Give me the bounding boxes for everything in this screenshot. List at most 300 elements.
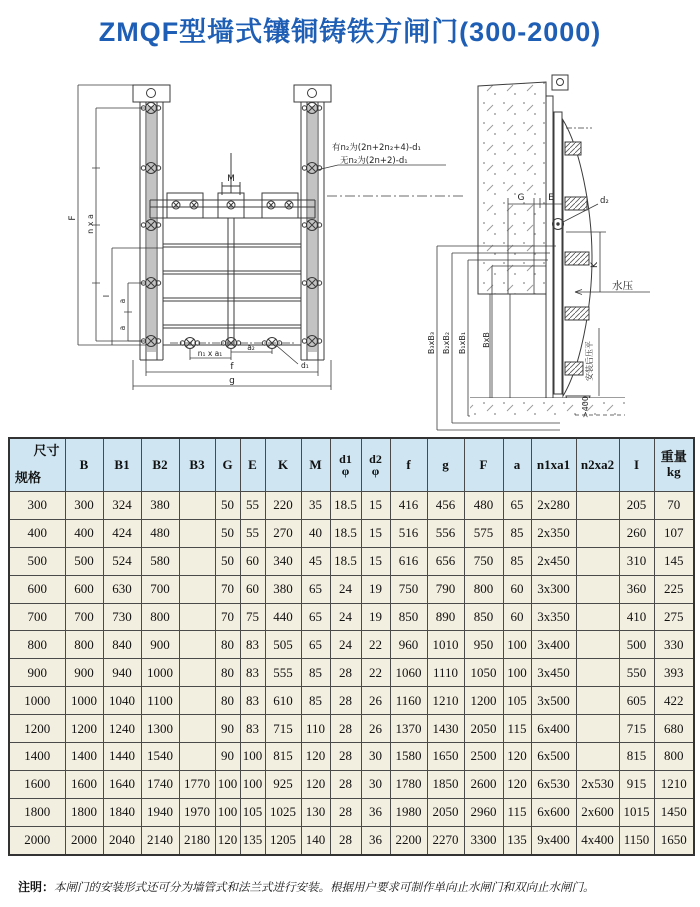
table-cell: 575: [464, 519, 503, 547]
table-cell: 105: [240, 798, 265, 826]
table-cell: 22: [361, 631, 390, 659]
dim-label-a2: a₂: [247, 343, 255, 352]
spec-table-body: [9, 492, 694, 855]
col-header-M: M: [301, 438, 330, 492]
table-cell: 850: [464, 603, 503, 631]
annotation-with-n2: 有n₂为(2n+2n₂+4)-d₁: [332, 143, 421, 153]
table-row: [9, 798, 694, 826]
table-cell: 1150: [619, 826, 654, 854]
row-size-cell: 300: [9, 492, 65, 520]
table-cell: 28: [330, 715, 361, 743]
table-cell: 55: [240, 492, 265, 520]
table-cell: 65: [301, 575, 330, 603]
row-size-cell: 700: [9, 603, 65, 631]
col-header-weight: 重量kg: [654, 438, 694, 492]
table-cell: 60: [240, 575, 265, 603]
technical-drawing: [0, 58, 700, 434]
col-header-G: G: [215, 438, 240, 492]
table-cell: 70: [215, 603, 240, 631]
corner-label-spec: 规格: [15, 470, 42, 486]
table-cell: 28: [330, 659, 361, 687]
table-cell: 1010: [427, 631, 464, 659]
table-cell: 70: [215, 575, 240, 603]
row-size-cell: 600: [9, 575, 65, 603]
table-cell: 1600: [65, 770, 103, 798]
table-cell: 15: [361, 492, 390, 520]
dim-label-b2xb2: B₂xB₂: [442, 331, 451, 355]
row-size-cell: 2000: [9, 826, 65, 854]
table-cell: [179, 492, 215, 520]
table-cell: 1430: [427, 715, 464, 743]
table-cell: 50: [215, 547, 240, 575]
table-cell: 410: [619, 603, 654, 631]
dim-label-b3xb3: B₃xB₃: [427, 331, 436, 355]
table-cell: [576, 743, 619, 771]
table-cell: 100: [215, 798, 240, 826]
table-cell: 300: [65, 492, 103, 520]
table-cell: [576, 575, 619, 603]
table-cell: 750: [390, 575, 427, 603]
table-cell: 2x530: [576, 770, 619, 798]
table-cell: 925: [265, 770, 301, 798]
table-cell: 220: [265, 492, 301, 520]
table-cell: 120: [503, 770, 531, 798]
table-cell: 900: [141, 631, 179, 659]
table-cell: 24: [330, 575, 361, 603]
table-cell: 750: [464, 547, 503, 575]
table-cell: 1040: [103, 687, 141, 715]
row-size-cell: 1000: [9, 687, 65, 715]
col-header-E: E: [240, 438, 265, 492]
table-cell: 800: [141, 603, 179, 631]
dim-label-f: f: [230, 362, 234, 372]
table-cell: 19: [361, 575, 390, 603]
table-cell: 110: [301, 715, 330, 743]
table-cell: 50: [215, 519, 240, 547]
table-cell: 380: [141, 492, 179, 520]
col-header-a: a: [503, 438, 531, 492]
table-cell: 100: [503, 659, 531, 687]
table-cell: 550: [619, 659, 654, 687]
corner-header-cell: [9, 438, 65, 492]
table-cell: 2x600: [576, 798, 619, 826]
table-cell: 115: [503, 715, 531, 743]
table-cell: 65: [301, 631, 330, 659]
table-cell: 26: [361, 715, 390, 743]
table-cell: 28: [330, 743, 361, 771]
dim-label-I: I: [102, 294, 111, 298]
table-cell: 456: [427, 492, 464, 520]
dim-label-G: G: [517, 193, 525, 203]
table-cell: 40: [301, 519, 330, 547]
table-cell: 2270: [427, 826, 464, 854]
spec-table-header: [9, 438, 694, 492]
table-cell: 1050: [464, 659, 503, 687]
table-cell: [576, 603, 619, 631]
table-row: [9, 687, 694, 715]
table-row: [9, 631, 694, 659]
col-header-B2: B2: [141, 438, 179, 492]
table-cell: 680: [654, 715, 694, 743]
table-cell: 915: [619, 770, 654, 798]
table-cell: 83: [240, 659, 265, 687]
table-cell: [576, 687, 619, 715]
table-row: [9, 826, 694, 854]
table-cell: 107: [654, 519, 694, 547]
table-cell: 65: [301, 603, 330, 631]
table-cell: 700: [65, 603, 103, 631]
table-cell: 1580: [390, 743, 427, 771]
table-cell: 600: [65, 575, 103, 603]
table-cell: 83: [240, 687, 265, 715]
table-cell: 3x450: [531, 659, 576, 687]
table-cell: [179, 603, 215, 631]
table-cell: 36: [361, 798, 390, 826]
table-cell: 130: [301, 798, 330, 826]
table-cell: 2180: [179, 826, 215, 854]
row-size-cell: 1600: [9, 770, 65, 798]
table-cell: 28: [330, 770, 361, 798]
table-cell: 50: [215, 492, 240, 520]
table-cell: 790: [427, 575, 464, 603]
concrete-wall: [478, 82, 546, 294]
col-header-g: g: [427, 438, 464, 492]
col-header-F: F: [464, 438, 503, 492]
table-row: [9, 547, 694, 575]
table-cell: 90: [215, 715, 240, 743]
table-cell: 80: [215, 659, 240, 687]
table-cell: 2140: [141, 826, 179, 854]
table-cell: 1840: [103, 798, 141, 826]
dim-label-nxa: n x a: [86, 214, 95, 234]
col-header-f: f: [390, 438, 427, 492]
table-row: [9, 575, 694, 603]
table-cell: 22: [361, 659, 390, 687]
table-cell: 2500: [464, 743, 503, 771]
table-cell: 900: [65, 659, 103, 687]
table-cell: 480: [141, 519, 179, 547]
table-cell: [179, 659, 215, 687]
floor: [470, 328, 625, 418]
row-size-cell: 500: [9, 547, 65, 575]
table-cell: 500: [65, 547, 103, 575]
table-cell: 3x400: [531, 631, 576, 659]
table-cell: 1240: [103, 715, 141, 743]
col-header-B1: B1: [103, 438, 141, 492]
table-cell: 1980: [390, 798, 427, 826]
table-cell: 19: [361, 603, 390, 631]
table-cell: 70: [654, 492, 694, 520]
table-cell: 28: [330, 687, 361, 715]
col-header-d1: d1 φ: [330, 438, 361, 492]
row-size-cell: 800: [9, 631, 65, 659]
table-cell: 2000: [65, 826, 103, 854]
page-title: ZMQF型墙式镶铜铸铁方闸门(300-2000): [98, 17, 602, 47]
table-cell: 1650: [654, 826, 694, 854]
table-cell: 324: [103, 492, 141, 520]
table-cell: [576, 715, 619, 743]
table-cell: 1100: [141, 687, 179, 715]
table-cell: 500: [619, 631, 654, 659]
table-cell: 120: [301, 770, 330, 798]
table-cell: [179, 547, 215, 575]
table-cell: 1300: [141, 715, 179, 743]
table-cell: 28: [330, 798, 361, 826]
top-lugs: [133, 85, 331, 102]
table-cell: 24: [330, 603, 361, 631]
dim-label-bxb: BxB: [482, 332, 491, 348]
table-cell: 100: [503, 631, 531, 659]
table-row: [9, 603, 694, 631]
table-cell: 2x450: [531, 547, 576, 575]
install-note-label: 安装后压平: [585, 341, 594, 381]
table-cell: 360: [619, 575, 654, 603]
table-cell: 80: [215, 687, 240, 715]
table-cell: 1650: [427, 743, 464, 771]
table-cell: 135: [240, 826, 265, 854]
table-cell: 1850: [427, 770, 464, 798]
table-cell: 1200: [464, 687, 503, 715]
table-cell: 1970: [179, 798, 215, 826]
dim-label-m: M: [227, 174, 235, 184]
table-cell: 1000: [141, 659, 179, 687]
table-cell: 310: [619, 547, 654, 575]
table-cell: 270: [265, 519, 301, 547]
row-size-cell: 1200: [9, 715, 65, 743]
table-cell: 1370: [390, 715, 427, 743]
table-cell: 2x280: [531, 492, 576, 520]
table-cell: 6x500: [531, 743, 576, 771]
table-cell: 3300: [464, 826, 503, 854]
table-cell: 340: [265, 547, 301, 575]
table-cell: 516: [390, 519, 427, 547]
table-cell: 850: [390, 603, 427, 631]
note-label: 注明：: [18, 880, 55, 894]
table-cell: 605: [619, 687, 654, 715]
table-cell: 800: [464, 575, 503, 603]
table-cell: 83: [240, 715, 265, 743]
table-cell: 275: [654, 603, 694, 631]
dim-label-K: K: [590, 262, 600, 268]
table-cell: 1060: [390, 659, 427, 687]
table-cell: 85: [301, 659, 330, 687]
table-cell: 55: [240, 519, 265, 547]
dim-label-E: E: [548, 193, 554, 203]
table-cell: 715: [265, 715, 301, 743]
table-cell: 422: [654, 687, 694, 715]
table-cell: 2200: [390, 826, 427, 854]
table-cell: 815: [619, 743, 654, 771]
table-cell: 1205: [265, 826, 301, 854]
table-cell: 1210: [427, 687, 464, 715]
table-cell: 35: [301, 492, 330, 520]
table-cell: 1440: [103, 743, 141, 771]
table-cell: 1110: [427, 659, 464, 687]
table-cell: 4x400: [576, 826, 619, 854]
table-cell: 120: [215, 826, 240, 854]
table-cell: [179, 519, 215, 547]
table-cell: 656: [427, 547, 464, 575]
water-pressure-label: 水压: [612, 280, 633, 292]
table-cell: 1000: [65, 687, 103, 715]
table-cell: 3x350: [531, 603, 576, 631]
table-cell: 2050: [427, 798, 464, 826]
table-cell: 18.5: [330, 547, 361, 575]
table-cell: 700: [141, 575, 179, 603]
table-cell: 1740: [141, 770, 179, 798]
table-cell: 1025: [265, 798, 301, 826]
rail-bolts: [141, 103, 321, 347]
col-header-B: B: [65, 438, 103, 492]
note-text: 本闸门的安装形式还可分为墙管式和法兰式进行安装。根据用户要求可制作单向止水闸门和双向止水闸门。: [54, 882, 595, 894]
table-cell: 950: [464, 631, 503, 659]
table-cell: [576, 631, 619, 659]
table-cell: 1160: [390, 687, 427, 715]
table-cell: 205: [619, 492, 654, 520]
table-cell: 815: [265, 743, 301, 771]
table-cell: 60: [503, 603, 531, 631]
row-size-cell: 900: [9, 659, 65, 687]
table-row: [9, 743, 694, 771]
table-cell: 1200: [65, 715, 103, 743]
table-cell: [179, 687, 215, 715]
table-cell: 480: [464, 492, 503, 520]
table-cell: 1400: [65, 743, 103, 771]
table-cell: 555: [265, 659, 301, 687]
table-cell: 30: [361, 770, 390, 798]
table-cell: [576, 659, 619, 687]
table-cell: 140: [301, 826, 330, 854]
table-cell: 616: [390, 547, 427, 575]
table-cell: [576, 492, 619, 520]
dim-label-a-upper: a: [118, 298, 127, 304]
table-cell: 1800: [65, 798, 103, 826]
table-cell: 85: [503, 547, 531, 575]
gate-frame-plates: [546, 75, 568, 402]
table-cell: 940: [103, 659, 141, 687]
table-cell: 65: [503, 492, 531, 520]
table-cell: 610: [265, 687, 301, 715]
dim-label-g: g: [229, 376, 235, 386]
table-cell: 145: [654, 547, 694, 575]
table-cell: 730: [103, 603, 141, 631]
bolt-count-annotation-lines: [317, 165, 465, 196]
table-cell: [179, 715, 215, 743]
table-cell: 400: [65, 519, 103, 547]
dim-label-F: F: [68, 215, 78, 221]
table-cell: 1640: [103, 770, 141, 798]
table-cell: 1770: [179, 770, 215, 798]
table-cell: 1540: [141, 743, 179, 771]
col-header-K: K: [265, 438, 301, 492]
gate-side-rails: [140, 102, 324, 360]
table-cell: 505: [265, 631, 301, 659]
table-cell: 2x350: [531, 519, 576, 547]
dim-label-a-lower: a: [118, 325, 127, 331]
table-cell: 60: [503, 575, 531, 603]
dim-label-d2: d₂: [600, 196, 609, 206]
table-cell: 85: [503, 519, 531, 547]
table-cell: [179, 631, 215, 659]
table-cell: 100: [240, 743, 265, 771]
table-cell: 115: [503, 798, 531, 826]
table-cell: 1940: [141, 798, 179, 826]
dim-label-b1xb1: B₁xB₁: [458, 331, 467, 355]
table-cell: [576, 519, 619, 547]
table-cell: 45: [301, 547, 330, 575]
row-size-cell: 1400: [9, 743, 65, 771]
row-size-cell: 400: [9, 519, 65, 547]
table-cell: 100: [240, 770, 265, 798]
front-view-drawing: [78, 85, 465, 390]
corner-label-size: 尺寸: [33, 443, 60, 458]
table-cell: [576, 547, 619, 575]
table-cell: 90: [215, 743, 240, 771]
table-cell: 260: [619, 519, 654, 547]
table-cell: 380: [265, 575, 301, 603]
table-cell: 135: [503, 826, 531, 854]
table-cell: 83: [240, 631, 265, 659]
table-cell: 840: [103, 631, 141, 659]
table-cell: 1780: [390, 770, 427, 798]
table-cell: 24: [330, 631, 361, 659]
dim-label-d1: d₁: [301, 361, 309, 370]
dim-label-n1xa1: n₁ x a₁: [197, 349, 223, 358]
table-cell: 424: [103, 519, 141, 547]
table-cell: 3x500: [531, 687, 576, 715]
table-cell: 416: [390, 492, 427, 520]
table-cell: 6x530: [531, 770, 576, 798]
col-header-n2xa2: n2xa2: [576, 438, 619, 492]
table-cell: 800: [65, 631, 103, 659]
table-row: [9, 770, 694, 798]
table-cell: 524: [103, 547, 141, 575]
table-cell: [179, 743, 215, 771]
table-cell: 890: [427, 603, 464, 631]
top-beam: [150, 193, 315, 218]
table-cell: 80: [215, 631, 240, 659]
table-cell: 60: [240, 547, 265, 575]
row-size-cell: 1800: [9, 798, 65, 826]
table-cell: 9x400: [531, 826, 576, 854]
table-cell: 2960: [464, 798, 503, 826]
table-cell: 100: [215, 770, 240, 798]
table-cell: 440: [265, 603, 301, 631]
col-header-n1xa1: n1xa1: [531, 438, 576, 492]
table-cell: 85: [301, 687, 330, 715]
spec-table: [8, 437, 695, 856]
table-cell: 2040: [103, 826, 141, 854]
table-cell: 1450: [654, 798, 694, 826]
table-cell: 393: [654, 659, 694, 687]
table-row: [9, 659, 694, 687]
annotation-without-n2: 无n₂为(2n+2)-d₁: [340, 156, 408, 166]
table-cell: 3x300: [531, 575, 576, 603]
table-cell: 6x400: [531, 715, 576, 743]
table-cell: 960: [390, 631, 427, 659]
table-cell: 36: [361, 826, 390, 854]
min-depth-label: >400: [581, 396, 590, 418]
table-cell: 28: [330, 826, 361, 854]
foot-note: [18, 878, 688, 895]
table-row: [9, 492, 694, 520]
col-header-d2: d2 φ: [361, 438, 390, 492]
phi-symbol: φ: [371, 464, 380, 478]
table-cell: 120: [503, 743, 531, 771]
table-cell: 15: [361, 519, 390, 547]
table-cell: 580: [141, 547, 179, 575]
table-cell: 630: [103, 575, 141, 603]
